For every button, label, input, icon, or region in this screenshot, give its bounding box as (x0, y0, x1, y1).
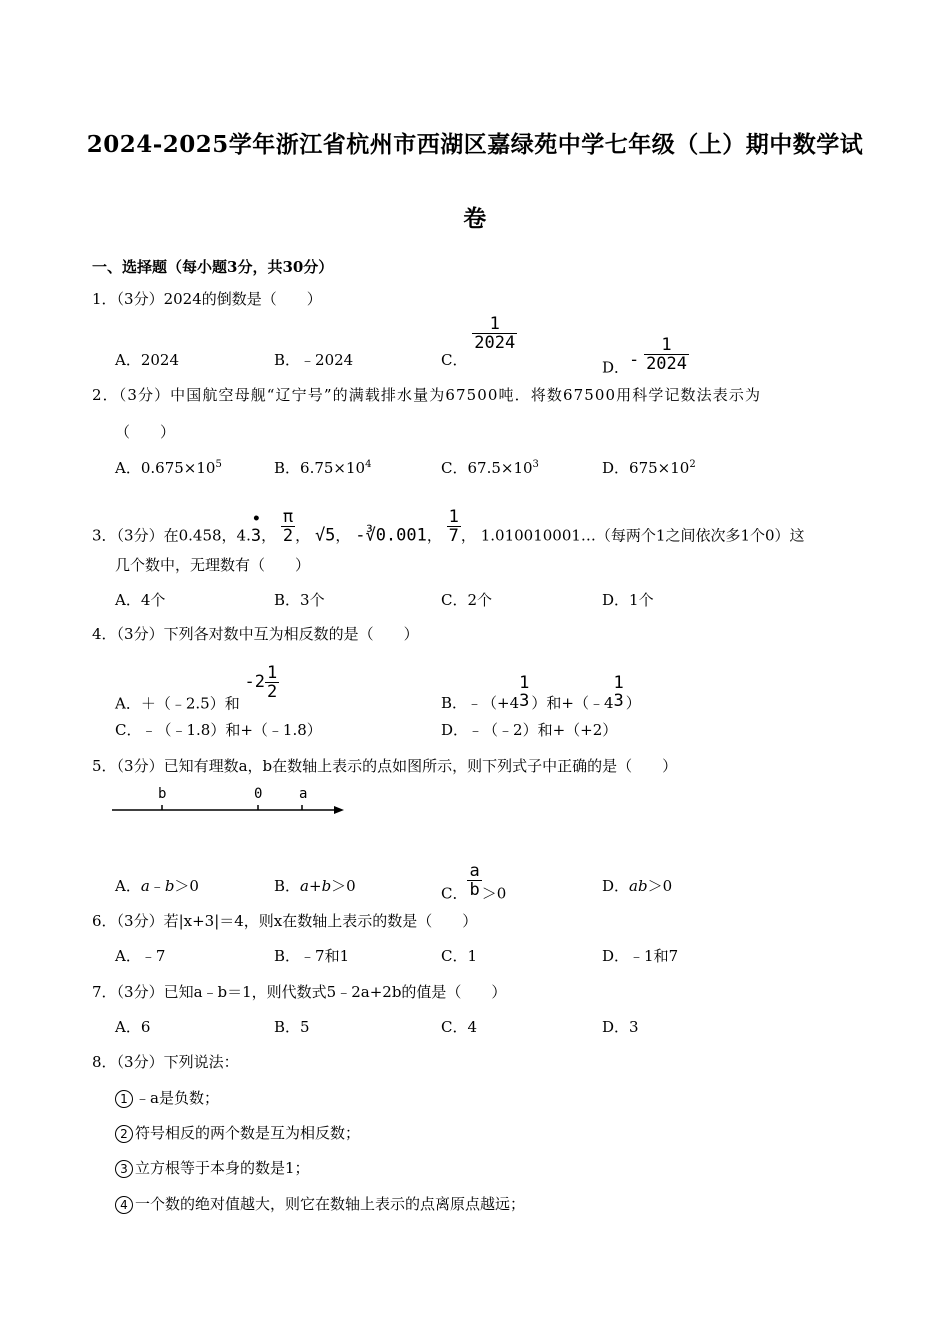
q4-b-fraction-1: 1 3 (519, 673, 530, 711)
q1-c-fraction: $\frac{1}{2024}$ (474, 313, 516, 353)
q4-a-fraction: $\frac{1}{2}$ (266, 663, 278, 702)
q1-option-d: D．- $\frac{1}{2024}$ (602, 335, 688, 377)
q1-d-fraction: $\frac{1}{2024}$ (646, 335, 688, 374)
q2-option-a: A．$0.675\times 10^5$ (115, 459, 222, 477)
label-b: b (158, 786, 167, 802)
q2-option-b: B．$6.75\times 10^4$ (274, 459, 372, 477)
q3-option-a: A．4个 (115, 591, 166, 609)
q6-stem: 6．（3分）若|x+3|＝4，则x在数轴上表示的数是（ ） (92, 912, 478, 930)
q5-stem: 5．（3分）已知有理数a，b在数轴上表示的点如图所示，则下列式子中正确的是（ ） (92, 757, 678, 775)
q6-option-a: A．﹣7 (115, 947, 166, 965)
q1-option-c: C． $\frac{1}{2024}$ (441, 313, 516, 369)
label-0: 0 (254, 786, 263, 802)
q7-option-a: A．6 (115, 1018, 151, 1036)
q4-stem: 4．（3分）下列各对数中互为相反数的是（ ） (92, 625, 419, 643)
q7-stem: 7．（3分）已知a﹣b＝1，则代数式5﹣2a+2b的值是（ ） (92, 983, 507, 1001)
q1-stem: 1．（3分）2024的倒数是（ ） (92, 290, 322, 308)
q3-option-d: D．1个 (602, 591, 654, 609)
q5-option-b: B．a+b＞0 (274, 877, 356, 895)
q2-stem: 2．（3分）中国航空母舰“辽宁号”的满载排水量为67500吨．将数67500用科学记数法表示为 (92, 386, 762, 404)
q4-option-d: D．﹣（﹣2）和+（+2） (441, 721, 618, 739)
q3-cube-root: -∛0.001 (355, 525, 427, 546)
q5-option-a: A．a﹣b＞0 (115, 877, 199, 895)
q3-repeating-digit: • 3 (250, 510, 262, 546)
q4-b-fraction-2: 1 3 (613, 673, 624, 711)
q7-option-d: D．3 (602, 1018, 639, 1036)
q2-option-d: D．$675\times 10^2$ (602, 459, 696, 477)
q6-option-b: B．﹣7和1 (274, 947, 350, 965)
q2-stem-cont: （ ） (115, 423, 176, 441)
page-title: 2024-2025学年浙江省杭州市西湖区嘉绿苑中学七年级（上）期中数学试 (86, 131, 864, 158)
q3-stem: 3．（3分）在0.458，4. • 3， $\frac{\pi}{2}$ ， √5， -∛0.001， $\frac{1}{7}$ ， 1.010010001…（每两个1之间依次多1个0）这 (92, 507, 805, 546)
q8-stem: 8．（3分）下列说法： (92, 1053, 239, 1071)
q8-item-3: 3 立方根等于本身的数是1； (115, 1158, 310, 1178)
q7-option-c: C．4 (441, 1018, 478, 1036)
q5-option-d: D．ab＞0 (602, 877, 673, 895)
label-a: a (299, 786, 308, 802)
q4-option-c: C．﹣（﹣1.8）和+（﹣1.8） (115, 721, 322, 739)
q2-option-c: C．$67.5\times 10^3$ (441, 459, 539, 477)
q5-c-fraction: $\frac{a}{b}$ (469, 861, 480, 900)
q3-pi-fraction: $\frac{\pi}{2}$ (282, 507, 294, 546)
page-title-cont: 卷 (463, 205, 487, 232)
q6-option-c: C．1 (441, 947, 478, 965)
section-heading: 一、选择题（每小题3分，共30分） (92, 258, 334, 276)
q8-item-4: 4 一个数的绝对值越大，则它在数轴上表示的点离原点越远； (115, 1194, 525, 1214)
q6-option-d: D．﹣1和7 (602, 947, 679, 965)
number-line-arrow (334, 806, 344, 814)
q3-sqrt5: √5 (314, 525, 336, 546)
q3-option-b: B．3个 (274, 591, 325, 609)
q3-option-c: C．2个 (441, 591, 493, 609)
q5-number-line (108, 782, 348, 822)
q8-item-1: 1 ﹣a是负数； (115, 1088, 219, 1108)
q7-option-b: B．5 (274, 1018, 310, 1036)
q5-option-c: C． $\frac{a}{b}$ ＞0 (441, 861, 507, 903)
q3-one-seventh: $\frac{1}{7}$ (448, 507, 459, 546)
q1-option-a: A．2024 (115, 351, 180, 369)
q3-stem-cont: 几个数中，无理数有（ ） (115, 556, 311, 574)
q8-item-2: 2 符号相反的两个数是互为相反数； (115, 1123, 360, 1143)
q4-option-a: A．＋（﹣2.5）和 -2 $\frac{1}{2}$ (115, 663, 278, 713)
q1-option-b: B．﹣2024 (274, 351, 354, 369)
q4-option-b: B．﹣（+4 1 3 ）和+（﹣4 1 3 ） (441, 673, 641, 712)
